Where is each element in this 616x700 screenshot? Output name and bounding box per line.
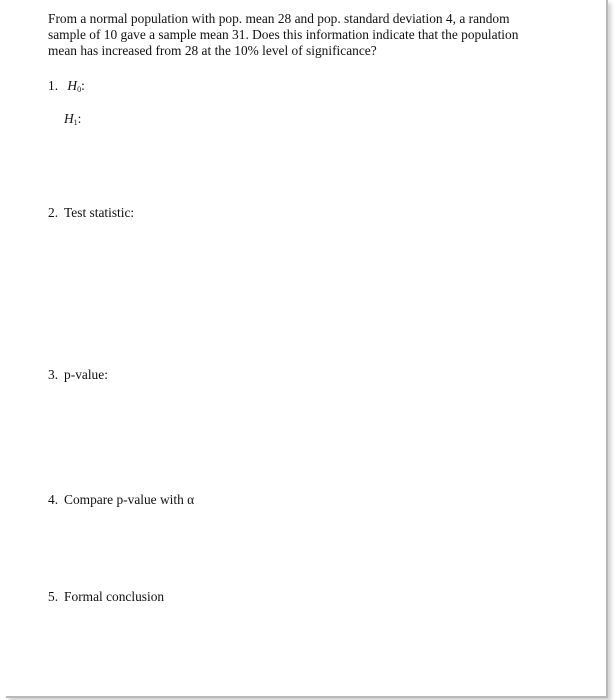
item-label: Formal conclusion [64,589,165,604]
null-hypothesis-label [67,78,84,98]
item-test-statistic [48,205,134,221]
alt-hypothesis-symbol: H [64,111,74,126]
item-number: 2. [48,205,59,220]
alt-hypothesis-subscript: 1 [73,118,78,127]
item-number: 4. [48,492,59,507]
item-label: Compare p-value with α [64,492,195,507]
item-p-value [48,367,108,383]
item-number: 3. [48,367,59,382]
item-label: Test statistic: [64,205,135,220]
question-line-2: sample of 10 gave a sample mean 31. Does this information indicate that the population [48,27,519,42]
null-hypothesis-colon: : [81,78,85,93]
null-hypothesis-symbol: H [67,78,78,93]
item-label: p-value: [64,367,108,382]
question-line-1: From a normal population with pop. mean 28 and pop. standard deviation 4, a random [48,11,510,26]
null-hypothesis-subscript: 0 [77,85,82,94]
item-number: 5. [48,589,59,604]
alt-hypothesis-label [64,111,81,131]
item-conclusion [48,589,164,605]
alt-hypothesis-colon: : [77,111,82,126]
question-line-3: mean has increased from 28 at the 10% level of significance? [48,43,377,58]
item-number: 1. [48,78,59,93]
alt-hypothesis-row [64,111,81,131]
item-hypotheses [48,78,85,98]
item-compare [48,492,194,508]
question-text [48,11,568,59]
